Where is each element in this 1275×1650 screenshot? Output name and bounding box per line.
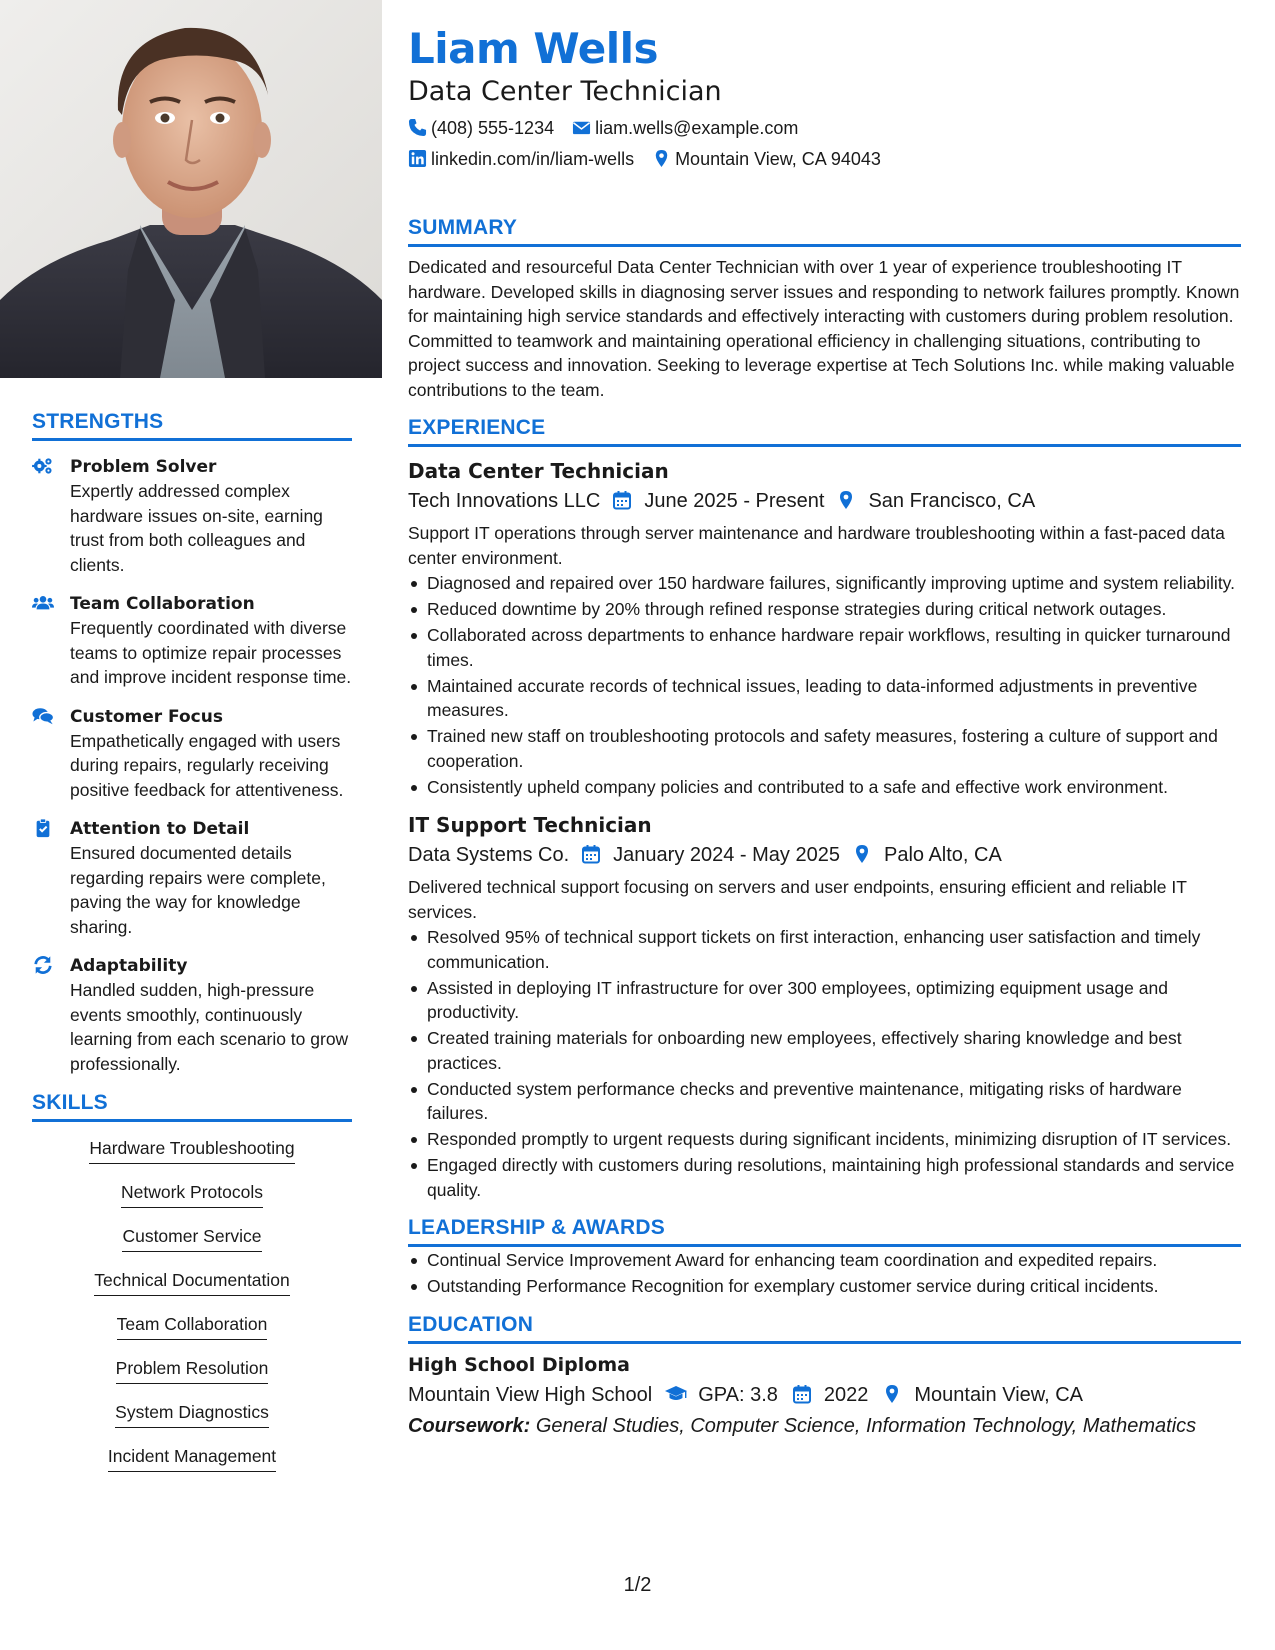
strength-title: Adaptability	[70, 956, 188, 976]
education-degree: High School Diploma	[408, 1353, 630, 1376]
calendar-icon	[581, 844, 603, 866]
job-company: Tech Innovations LLC	[408, 490, 601, 512]
strength-item	[32, 592, 352, 690]
users-icon	[32, 593, 58, 615]
skills-list	[32, 1136, 352, 1488]
linkedin-contact[interactable]	[408, 147, 634, 171]
job-location: Palo Alto, CA	[883, 844, 1002, 866]
email-text: liam.wells@example.com	[595, 118, 799, 138]
award-item: Continual Service Improvement Award for enhancing team coordination and expedited repairs.	[408, 1248, 1241, 1273]
strength-title: Attention to Detail	[70, 819, 250, 839]
cogs-icon	[32, 456, 58, 478]
profile-photo	[0, 0, 382, 378]
job-title: IT Support Technician	[408, 813, 652, 837]
bullet-item: Maintained accurate records of technical issues, leading to data-informed adjustments in preventive measures.	[408, 674, 1241, 723]
envelope-icon	[572, 118, 592, 138]
job-description: Delivered technical support focusing on servers and user endpoints, ensuring efficient and reliable IT services.	[408, 877, 1187, 922]
job-entry	[408, 811, 1241, 1202]
job-entry	[408, 457, 1241, 799]
bullet-item: Engaged directly with customers during resolutions, maintaining high professional standards and service quality.	[408, 1153, 1241, 1202]
calendar-icon	[790, 1384, 816, 1406]
strength-item	[32, 455, 352, 577]
awards-list	[408, 1248, 1241, 1299]
strength-item	[32, 954, 352, 1076]
skills-heading: SKILLS	[32, 1091, 352, 1122]
skill-item: Incident Management	[108, 1444, 276, 1472]
skill-item: Problem Resolution	[116, 1356, 269, 1384]
skill-item: Hardware Troubleshooting	[89, 1136, 294, 1164]
bullet-item: Created training materials for onboarding new employees, effectively sharing knowledge and best practices.	[408, 1026, 1241, 1075]
strength-desc: Expertly addressed complex hardware issues on-site, earning trust from both colleagues and clients.	[70, 481, 323, 575]
experience-section	[408, 416, 1241, 1202]
job-dates: June 2025 - Present	[644, 490, 825, 512]
portrait-illustration	[0, 0, 382, 378]
education-location: Mountain View, CA	[914, 1383, 1084, 1406]
job-meta	[408, 841, 1241, 869]
job-location: San Francisco, CA	[868, 490, 1036, 512]
map-marker-icon	[836, 490, 858, 512]
summary-heading: SUMMARY	[408, 216, 1241, 247]
coursework	[408, 1412, 1241, 1440]
contact-row-2	[408, 147, 1241, 171]
job-title: Data Center Technician	[408, 459, 669, 483]
page-number: 1/2	[623, 1574, 652, 1596]
skill-item: Network Protocols	[121, 1180, 263, 1208]
skill-item: Team Collaboration	[117, 1312, 268, 1340]
strength-desc: Frequently coordinated with diverse teams to optimize repair processes and improve incident response time.	[70, 618, 352, 687]
bullet-item: Resolved 95% of technical support tickets on first interaction, enhancing user satisfaction and timely communication.	[408, 925, 1241, 974]
strength-desc: Ensured documented details regarding repairs were complete, paving the way for knowledge sharing.	[70, 843, 326, 937]
linkedin-text: linkedin.com/in/liam-wells	[431, 149, 635, 169]
map-marker-icon	[652, 149, 672, 169]
strength-desc: Handled sudden, high-pressure events smoothly, continuously learning from each scenario to grow professionally.	[70, 980, 349, 1074]
job-company: Data Systems Co.	[408, 844, 570, 866]
graduation-cap-icon	[664, 1384, 690, 1406]
education-heading: EDUCATION	[408, 1313, 1241, 1344]
job-bullets	[408, 925, 1241, 1202]
bullet-item: Trained new staff on troubleshooting protocols and safety measures, fostering a culture of support and cooperation.	[408, 724, 1241, 773]
education-gpa: GPA: 3.8	[698, 1383, 778, 1406]
clipboard-check-icon	[32, 818, 58, 840]
linkedin-icon	[408, 149, 428, 169]
strength-title: Problem Solver	[70, 457, 217, 477]
map-marker-icon	[880, 1384, 906, 1406]
sync-icon	[32, 955, 58, 977]
education-section	[408, 1313, 1241, 1440]
summary-section	[408, 216, 1241, 402]
awards-heading: LEADERSHIP & AWARDS	[408, 1216, 1241, 1247]
awards-section	[408, 1216, 1241, 1299]
email-contact[interactable]	[572, 116, 798, 140]
candidate-role: Data Center Technician	[408, 76, 722, 107]
main-column	[408, 24, 1241, 1440]
location-contact	[652, 147, 881, 171]
phone-text: (408) 555-1234	[431, 118, 555, 138]
strength-title: Team Collaboration	[70, 594, 255, 614]
bullet-item: Assisted in deploying IT infrastructure for over 300 employees, optimizing equipment usage and productivity.	[408, 976, 1241, 1025]
sidebar	[0, 0, 382, 1650]
bullet-item: Responded promptly to urgent requests during significant incidents, minimizing disruption of IT services.	[408, 1127, 1241, 1152]
map-marker-icon	[852, 844, 874, 866]
calendar-icon	[612, 490, 634, 512]
comments-icon	[32, 706, 58, 728]
coursework-text: General Studies, Computer Science, Information Technology, Mathematics	[535, 1414, 1197, 1437]
phone-icon	[408, 118, 428, 138]
job-meta	[408, 487, 1241, 515]
bullet-item: Consistently upheld company policies and contributed to a safe and effective work environment.	[408, 775, 1241, 800]
education-school: Mountain View High School	[408, 1383, 653, 1406]
job-description: Support IT operations through server maintenance and hardware troubleshooting within a fast-paced data center environment.	[408, 523, 1225, 568]
bullet-item: Reduced downtime by 20% through refined response strategies during critical network outages.	[408, 597, 1241, 622]
bullet-item: Collaborated across departments to enhance hardware repair workflows, resulting in quicker turnaround times.	[408, 623, 1241, 672]
strengths-list	[32, 455, 352, 1076]
education-year: 2022	[823, 1383, 869, 1406]
strength-title: Customer Focus	[70, 706, 223, 727]
education-meta	[408, 1381, 1241, 1409]
strength-item	[32, 817, 352, 939]
skill-item: Technical Documentation	[94, 1268, 290, 1296]
strength-item	[32, 705, 352, 803]
summary-text: Dedicated and resourceful Data Center Technician with over 1 year of experience troubleshooting IT hardware. Developed skills in diagnosing server issues and responding to network failures promptly. Known for maintaining high service standards and effectively interacting with customers during problem resolution. Committed to teamwork and maintaining operational efficiency in challenging situations, contributing to project success and innovation. Seeking to leverage expertise at Tech Solutions Inc. while making valuable contributions to the team.	[408, 257, 1240, 400]
phone-contact[interactable]	[408, 116, 554, 140]
experience-heading: EXPERIENCE	[408, 416, 1241, 447]
candidate-name: Liam Wells	[408, 24, 658, 73]
job-bullets	[408, 571, 1241, 799]
strengths-heading: STRENGTHS	[32, 410, 352, 441]
contact-row	[408, 116, 1241, 140]
bullet-item: Diagnosed and repaired over 150 hardware failures, significantly improving uptime and system reliability.	[408, 571, 1241, 596]
coursework-label: Coursework:	[408, 1414, 531, 1437]
location-text: Mountain View, CA 94043	[675, 149, 881, 169]
skill-item: System Diagnostics	[115, 1400, 269, 1428]
bullet-item: Conducted system performance checks and preventive maintenance, mitigating risks of hardware failures.	[408, 1077, 1241, 1126]
award-item: Outstanding Performance Recognition for exemplary customer service during critical incidents.	[408, 1274, 1241, 1299]
skill-item: Customer Service	[122, 1224, 261, 1252]
job-dates: January 2024 - May 2025	[613, 844, 840, 866]
strength-desc: Empathetically engaged with users during repairs, regularly receiving positive feedback for attentiveness.	[70, 730, 344, 800]
